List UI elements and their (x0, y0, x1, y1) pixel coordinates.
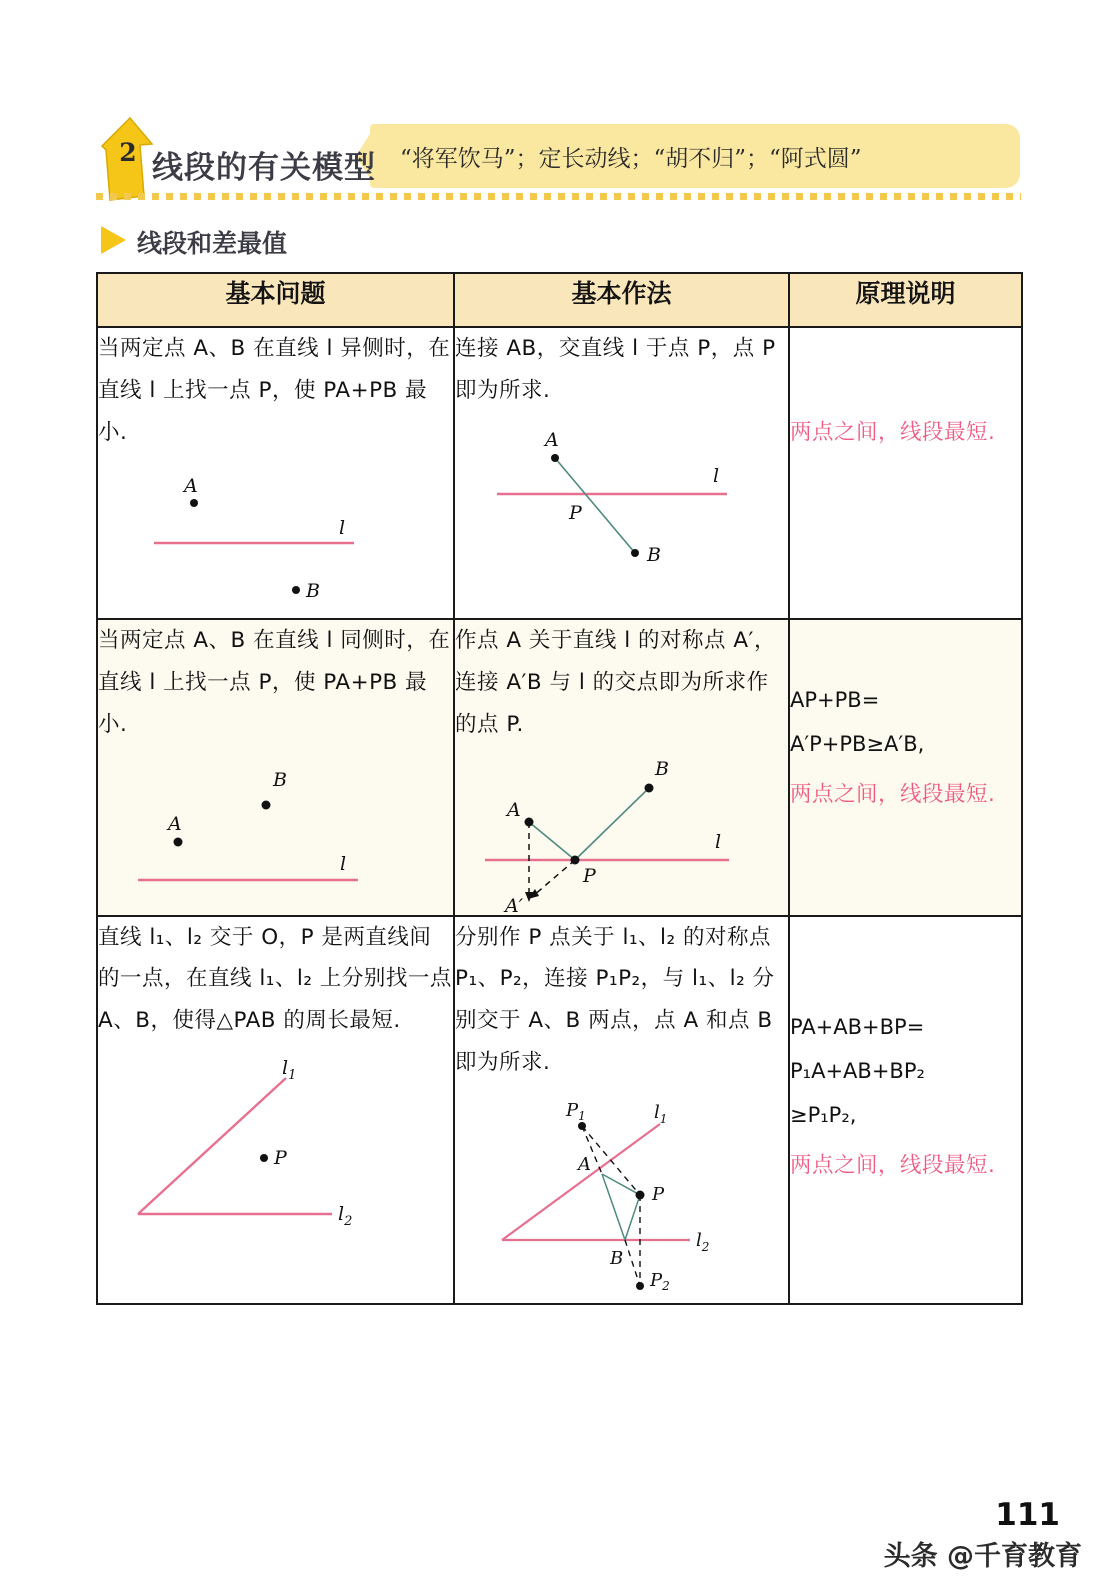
svg-text:l: l (712, 464, 719, 487)
svg-text:l1: $l_1$ (653, 1102, 667, 1127)
table-row (97, 327, 1022, 619)
row3-formula-line-1: PA+AB+BP= (790, 1014, 925, 1039)
svg-text:l1: $l_1$ (281, 1057, 296, 1084)
row3-formula-line-3: ≥P₁P₂, (790, 1102, 857, 1127)
svg-text:l2: $l_2$ (337, 1203, 352, 1230)
svg-text:P: P (273, 1147, 287, 1170)
svg-text:P: P (568, 501, 582, 524)
row1-reason-note: 两点之间，线段最短. (790, 420, 996, 445)
table-row (97, 619, 1022, 916)
svg-text:P2: $P_2$ (649, 1270, 670, 1294)
svg-text:B: B (305, 579, 320, 602)
row1-reason-cell (789, 327, 1022, 619)
dotted-divider (96, 193, 1021, 200)
svg-text:l: l (339, 852, 346, 875)
row2-method-figure (477, 750, 767, 915)
page-header (0, 0, 1118, 210)
row3-method-cell (454, 916, 789, 1305)
svg-text:l2: $l_2$ (695, 1230, 709, 1255)
models-table (96, 272, 1023, 1305)
row1-method-text: 连接 AB，交直线 l 于点 P，点 P 即为所求. (455, 336, 776, 403)
row3-reason-cell (789, 916, 1022, 1305)
svg-text:P: P (582, 864, 596, 887)
row2-formula-line-1: AP+PB= (790, 687, 880, 712)
row3-problem-figure (126, 1046, 426, 1246)
row1-method-figure (477, 416, 767, 576)
row3-reason-note: 两点之间，线段最短. (790, 1152, 996, 1178)
svg-text:A′: A′ (504, 894, 523, 915)
row2-method-text: 作点 A 关于直线 l 的对称点 A′，连接 A′B 与 l 的交点即为所求作的点 P. (455, 627, 776, 737)
svg-text:A: A (577, 1154, 591, 1176)
row1-problem-figure (126, 458, 426, 618)
watermark: 头条 @千育教育 (883, 1541, 1082, 1572)
svg-text:B: B (609, 1248, 623, 1270)
row1-method-cell (454, 327, 789, 619)
subsection-title: 线段和差最值 (137, 229, 288, 258)
page-title: 线段的有关模型 (152, 150, 376, 186)
page-number: 111 (995, 1497, 1060, 1533)
row2-formula-line-2: A′P+PB≥A′B, (790, 731, 925, 756)
row2-reason-note: 两点之间，线段最短. (790, 781, 996, 807)
row3-problem-cell (97, 916, 454, 1305)
row1-problem-text: 当两定点 A、B 在直线 l 异侧时，在直线 l 上找一点 P，使 PA+PB 最小. (98, 336, 451, 445)
svg-text:P: P (651, 1184, 664, 1206)
row2-reason-cell (789, 619, 1022, 916)
chapter-number: 2 (119, 138, 137, 167)
row2-problem-figure (126, 750, 426, 905)
svg-text:B: B (646, 543, 661, 566)
row1-problem-cell (97, 327, 454, 619)
svg-text:P1: $P_1$ (565, 1100, 586, 1124)
row3-formula-line-2: P₁A+AB+BP₂ (790, 1058, 925, 1083)
svg-text:B: B (272, 768, 287, 791)
svg-text:l: l (338, 516, 345, 539)
column-header-reason: 原理说明 (789, 273, 1022, 327)
svg-text:A: A (506, 798, 521, 821)
column-header-method: 基本作法 (454, 273, 789, 327)
table-header-row (97, 273, 1022, 327)
row2-method-cell (454, 619, 789, 916)
tag-banner-text: “将军饮马”；定长动线；“胡不归”；“阿式圆” (400, 146, 862, 172)
row3-problem-text: 直线 l₁、l₂ 交于 O，P 是两直线间的一点，在直线 l₁、l₂ 上分别找一点 A、B，使得△PAB 的周长最短. (98, 924, 452, 1034)
svg-text:B: B (654, 757, 669, 780)
row2-problem-text: 当两定点 A、B 在直线 l 同侧时，在直线 l 上找一点 P，使 PA+PB 最小. (98, 627, 451, 737)
row2-problem-cell (97, 619, 454, 916)
table-row (97, 916, 1022, 1305)
row3-method-text: 分别作 P 点关于 l₁、l₂ 的对称点 P₁、P₂，连接 P₁P₂，与 l₁、l₂ 分别交于 A、B 两点，点 A 和点 B 即为所求. (455, 924, 775, 1076)
svg-text:A: A (183, 474, 198, 497)
svg-text:l: l (714, 830, 721, 853)
triangle-bullet-icon (101, 226, 126, 254)
svg-text:A: A (544, 428, 559, 451)
column-header-problem: 基本问题 (97, 273, 454, 327)
svg-text:A: A (167, 812, 182, 835)
row3-method-figure (482, 1088, 762, 1303)
